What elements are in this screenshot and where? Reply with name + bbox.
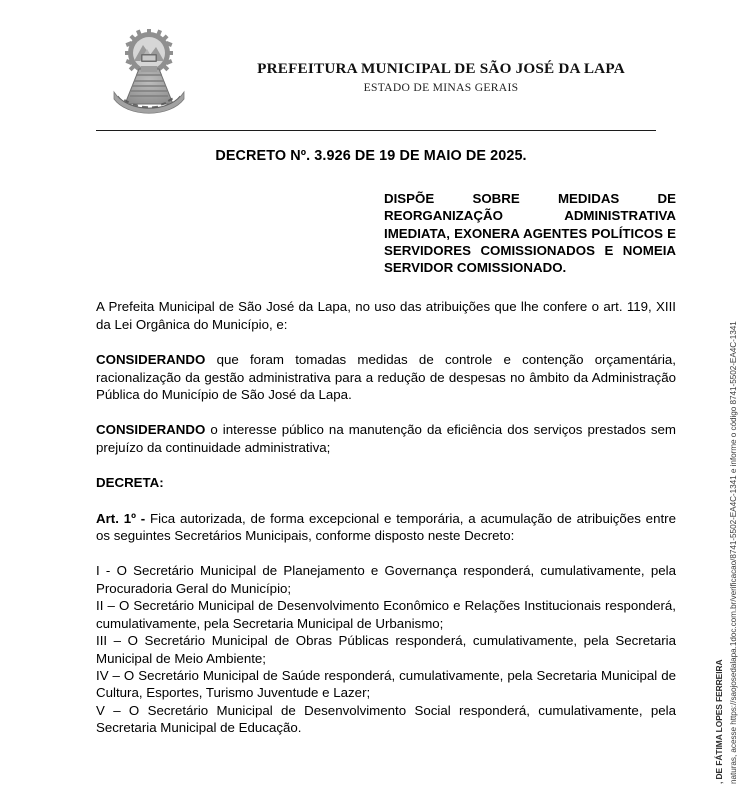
signer-name-vertical: , DE FÁTIMA LOPES FERREIRA — [714, 659, 724, 784]
list-item: III – O Secretário Municipal de Obras Públicas responderá, cumulativamente, pela Secretaria Municipal de Meio Ambiente; — [96, 633, 676, 666]
decree-summary: DISPÕE SOBRE MEDIDAS DE REORGANIZAÇÃO ADMINISTRATIVA IMEDIATA, EXONERA AGENTES POLÍTICOS E SERVIDORES COMISSIONADOS E NOMEIA SERVIDOR COMISSIONADO. — [384, 191, 676, 276]
considerando-2-label: CONSIDERANDO — [96, 422, 206, 438]
header-titles — [226, 60, 656, 94]
list-item: V – O Secretário Municipal de Desenvolvimento Social responderá, cumulativamente, pela Secretaria Municipal de Educação. — [96, 702, 676, 736]
decree-title: DECRETO Nº. 3.926 DE 19 DE MAIO DE 2025. — [215, 148, 527, 164]
article-1-label: Art. 1º - — [96, 510, 146, 526]
organization-title: PREFEITURA MUNICIPAL DE SÃO JOSÉ DA LAPA — [257, 60, 625, 77]
article-1-paragraph — [96, 510, 676, 545]
header-divider — [96, 130, 656, 131]
article-1-text: Fica autorizada, de forma excepcional e temporária, a acumulação de atribuições entre os seguintes Secretários Municipais, conforme disposto neste Decreto: — [96, 510, 676, 544]
list-item: IV – O Secretário Municipal de Saúde responderá, cumulativamente, pela Secretaria Municipal de Cultura, Esportes, Turismo Juventude e Lazer; — [96, 667, 676, 701]
document-header — [96, 26, 656, 118]
preamble-paragraph: A Prefeita Municipal de São José da Lapa, no uso das atribuições que lhe confere o art. 119, XIII da Lei Orgânica do Município, e: — [96, 299, 676, 332]
considerando-1-paragraph — [96, 351, 676, 403]
list-item: I - O Secretário Municipal de Planejamento e Governança responderá, cumulativamente, pela Procuradoria Geral do Município; — [96, 563, 676, 596]
coat-of-arms-icon — [110, 28, 188, 116]
considerando-1-text: que foram tomadas medidas de controle e contenção orçamentária, racionalização da gestão administrativa para a redução de despesas no âmbito da Administração Pública do Município de São José da Lapa. — [96, 352, 676, 403]
considerando-1-label: CONSIDERANDO — [96, 352, 206, 368]
document-body — [96, 148, 676, 737]
list-item: II – O Secretário Municipal de Desenvolvimento Econômico e Relações Institucionais responderá, cumulativamente, pela Secretaria Municipal de Urbanismo; — [96, 598, 676, 631]
considerando-2-text: o interesse público na manutenção da eficiência dos serviços prestados sem prejuízo da continuidade administrativa; — [96, 422, 676, 455]
decreta-label: DECRETA: — [96, 475, 164, 491]
organization-subtitle: ESTADO DE MINAS GERAIS — [363, 81, 519, 94]
considerando-2-paragraph — [96, 421, 676, 456]
verification-url-vertical: naturas, acesse https://saojosedalapa.1doc.com.br/verificacao/8741-5502-EA4C-1341 e informe o código 8741-5502-EA4C-1341 — [729, 321, 738, 784]
